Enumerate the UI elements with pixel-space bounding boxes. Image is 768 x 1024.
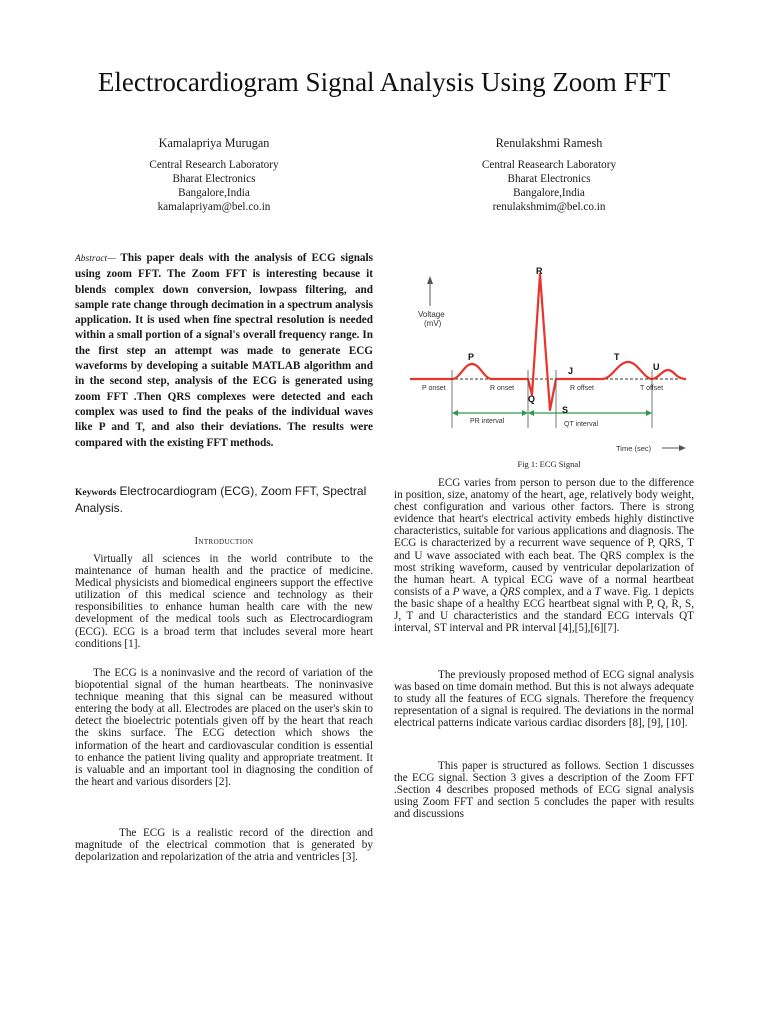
x-axis-label: Time (sec) [616, 444, 652, 453]
right-paragraph-1 [394, 477, 694, 634]
wave-label-s: S [562, 405, 569, 415]
author-name: Renulakshmi Ramesh [495, 136, 603, 150]
keywords-text: Electrocardiogram (ECG), Zoom FFT, Spectral Analysis. [75, 484, 367, 515]
qt-interval-arrow-right [646, 410, 652, 416]
r-offset-label: R offset [570, 385, 594, 392]
right-p1-text-c: complex, and a [520, 585, 595, 598]
wave-label-t: T [614, 352, 620, 362]
wave-label-r: R [536, 266, 543, 276]
author-company: Bharat Electronics [172, 173, 256, 185]
author-2 [419, 136, 679, 214]
p-onset-label: P onset [422, 385, 446, 392]
author-name: Kamalapriya Murugan [158, 136, 270, 150]
abstract-label: Abstract— [75, 254, 116, 264]
qt-interval-arrow-left [528, 410, 534, 416]
figure-caption: Fig 1: ECG Signal [517, 459, 581, 469]
section-heading: Introduction [194, 536, 254, 547]
keywords-label: Keywords [75, 488, 117, 498]
abstract-text: This paper deals with the analysis of ECG signals using zoom FFT. The Zoom FFT is interesting because it blends complex down conversion, lowpass filtering, and sample rate change through decimation in a spectrum analysis application. It is used when fine spectral resolution is needed within a small portion of a signal's overall frequency range. In the first step an attempt was made to generate ECG waveforms by developing a suitable MATLAB algorithm and in the second step, analysis of the ECG is generated using zoom FFT .Then QRS complexes were detected and each complex was used to find the peaks of the individual waves like P and T, and also their deviations. The results were compared with the existing FFT methods. [75, 252, 373, 449]
pr-interval-label: PR interval [470, 418, 505, 425]
intro-paragraph-3: The ECG is a realistic record of the direction and magnitude of the electrical commotion that is generated by depolarization and repolarization of the atria and ventricles [3]. [75, 827, 373, 864]
ecg-figure [406, 258, 694, 458]
right-paragraph-2: The previously proposed method of ECG signal analysis was based on time domain method. But this is not always adequate to study all the features of ECG signals. Therefore the frequency representation of a signal is required. The deviations in the normal electrical patterns indicate various cardiac disorders [8], [9], [10]. [394, 669, 694, 730]
x-axis-arrow [679, 445, 686, 451]
t-offset-label: T offset [640, 385, 664, 392]
y-axis-label-2: (mV) [424, 319, 442, 328]
author-org: Central Research Laboratory [149, 159, 279, 171]
wave-label-u: U [653, 362, 660, 372]
wave-label-j: J [568, 366, 574, 376]
right-p1-qrs: QRS [499, 585, 521, 598]
wave-label-q: Q [528, 394, 536, 404]
paper-title: Electrocardiogram Signal Analysis Using Zoom FFT [97, 67, 671, 97]
author-company: Bharat Electronics [507, 173, 591, 185]
right-p1-text-a: ECG varies from person to person due to the difference in position, size, anatomy of the heart, age, relatively body weight, chest configuration and various other factors. There is strong evidence that heart's electrical activity embeds highly distinctive characteristics, suitable for various applications and diagnosis. The ECG is characterized by a recurrent wave sequence of P, QRS, T and U wave associated with each beat. The QRS complex is the most striking waveform, caused by ventricular depolarization of the human heart. A typical ECG wave of a normal heartbeat consists of a [394, 477, 694, 598]
author-location: Bangalore,India [178, 187, 250, 199]
author-email: renulakshmim@bel.co.in [492, 201, 606, 213]
right-paragraph-3: This paper is structured as follows. Section 1 discusses the ECG signal. Section 3 gives a description of the Zoom FFT .Section 4 describes proposed methods of ECG signal analysis using Zoom FFT and section 5 concludes the paper with results and discussions [394, 760, 694, 821]
wave-label-p: P [468, 352, 475, 362]
qt-interval-label: QT interval [564, 421, 599, 428]
author-email: kamalapriyam@bel.co.in [157, 201, 271, 213]
intro-paragraph-1: Virtually all sciences in the world contribute to the maintenance of human health and the practice of medicine. Medical physicists and biomedical engineers support the effective utilization of this medical science and technology as their responsibilities to enhance human health care with the new development of the medical tools such as Electrocardiogram (ECG). ECG is a broad term that includes several more heart conditions [1]. [75, 553, 373, 650]
intro-paragraph-2: The ECG is a noninvasive and the record of variation of the biopotential signal of the human heartbeats. The noninvasive technique meaning that this signal can be measured without entering the body at all. Electrodes are placed on the user's skin to detect the bioelectric potentials given off by the heart that reach the skins surface. The ECG detection which shows the information of the heart and cardiovascular condition is essential to enhance the patient living quality and appropriate treatment. It is valuable and an important tool in diagnosing the condition of the heart and various disorders [2]. [75, 667, 373, 788]
right-p1-p: P [452, 585, 460, 598]
author-location: Bangalore,India [513, 187, 585, 199]
pr-interval-arrow-right [522, 410, 528, 416]
right-p1-t: T [594, 585, 601, 598]
right-p1-text-b: wave, a [459, 585, 500, 598]
pr-interval-arrow-left [452, 410, 458, 416]
author-1 [84, 136, 344, 214]
keywords [75, 484, 373, 516]
abstract [75, 251, 373, 451]
author-org: Central Reasearch Laboratory [481, 159, 617, 171]
y-axis-arrow [427, 276, 433, 284]
right-p1-text-d: wave. Fig. 1 depicts the basic shape of a healthy ECG heartbeat signal with P, Q, R, S, J, T and U characteristics and the standard ECG intervals QT interval, ST interval and PR interval [4],[5],[6][7]. [394, 585, 694, 635]
y-axis-label-1: Voltage [418, 310, 445, 319]
r-onset-label: R onset [490, 385, 515, 392]
